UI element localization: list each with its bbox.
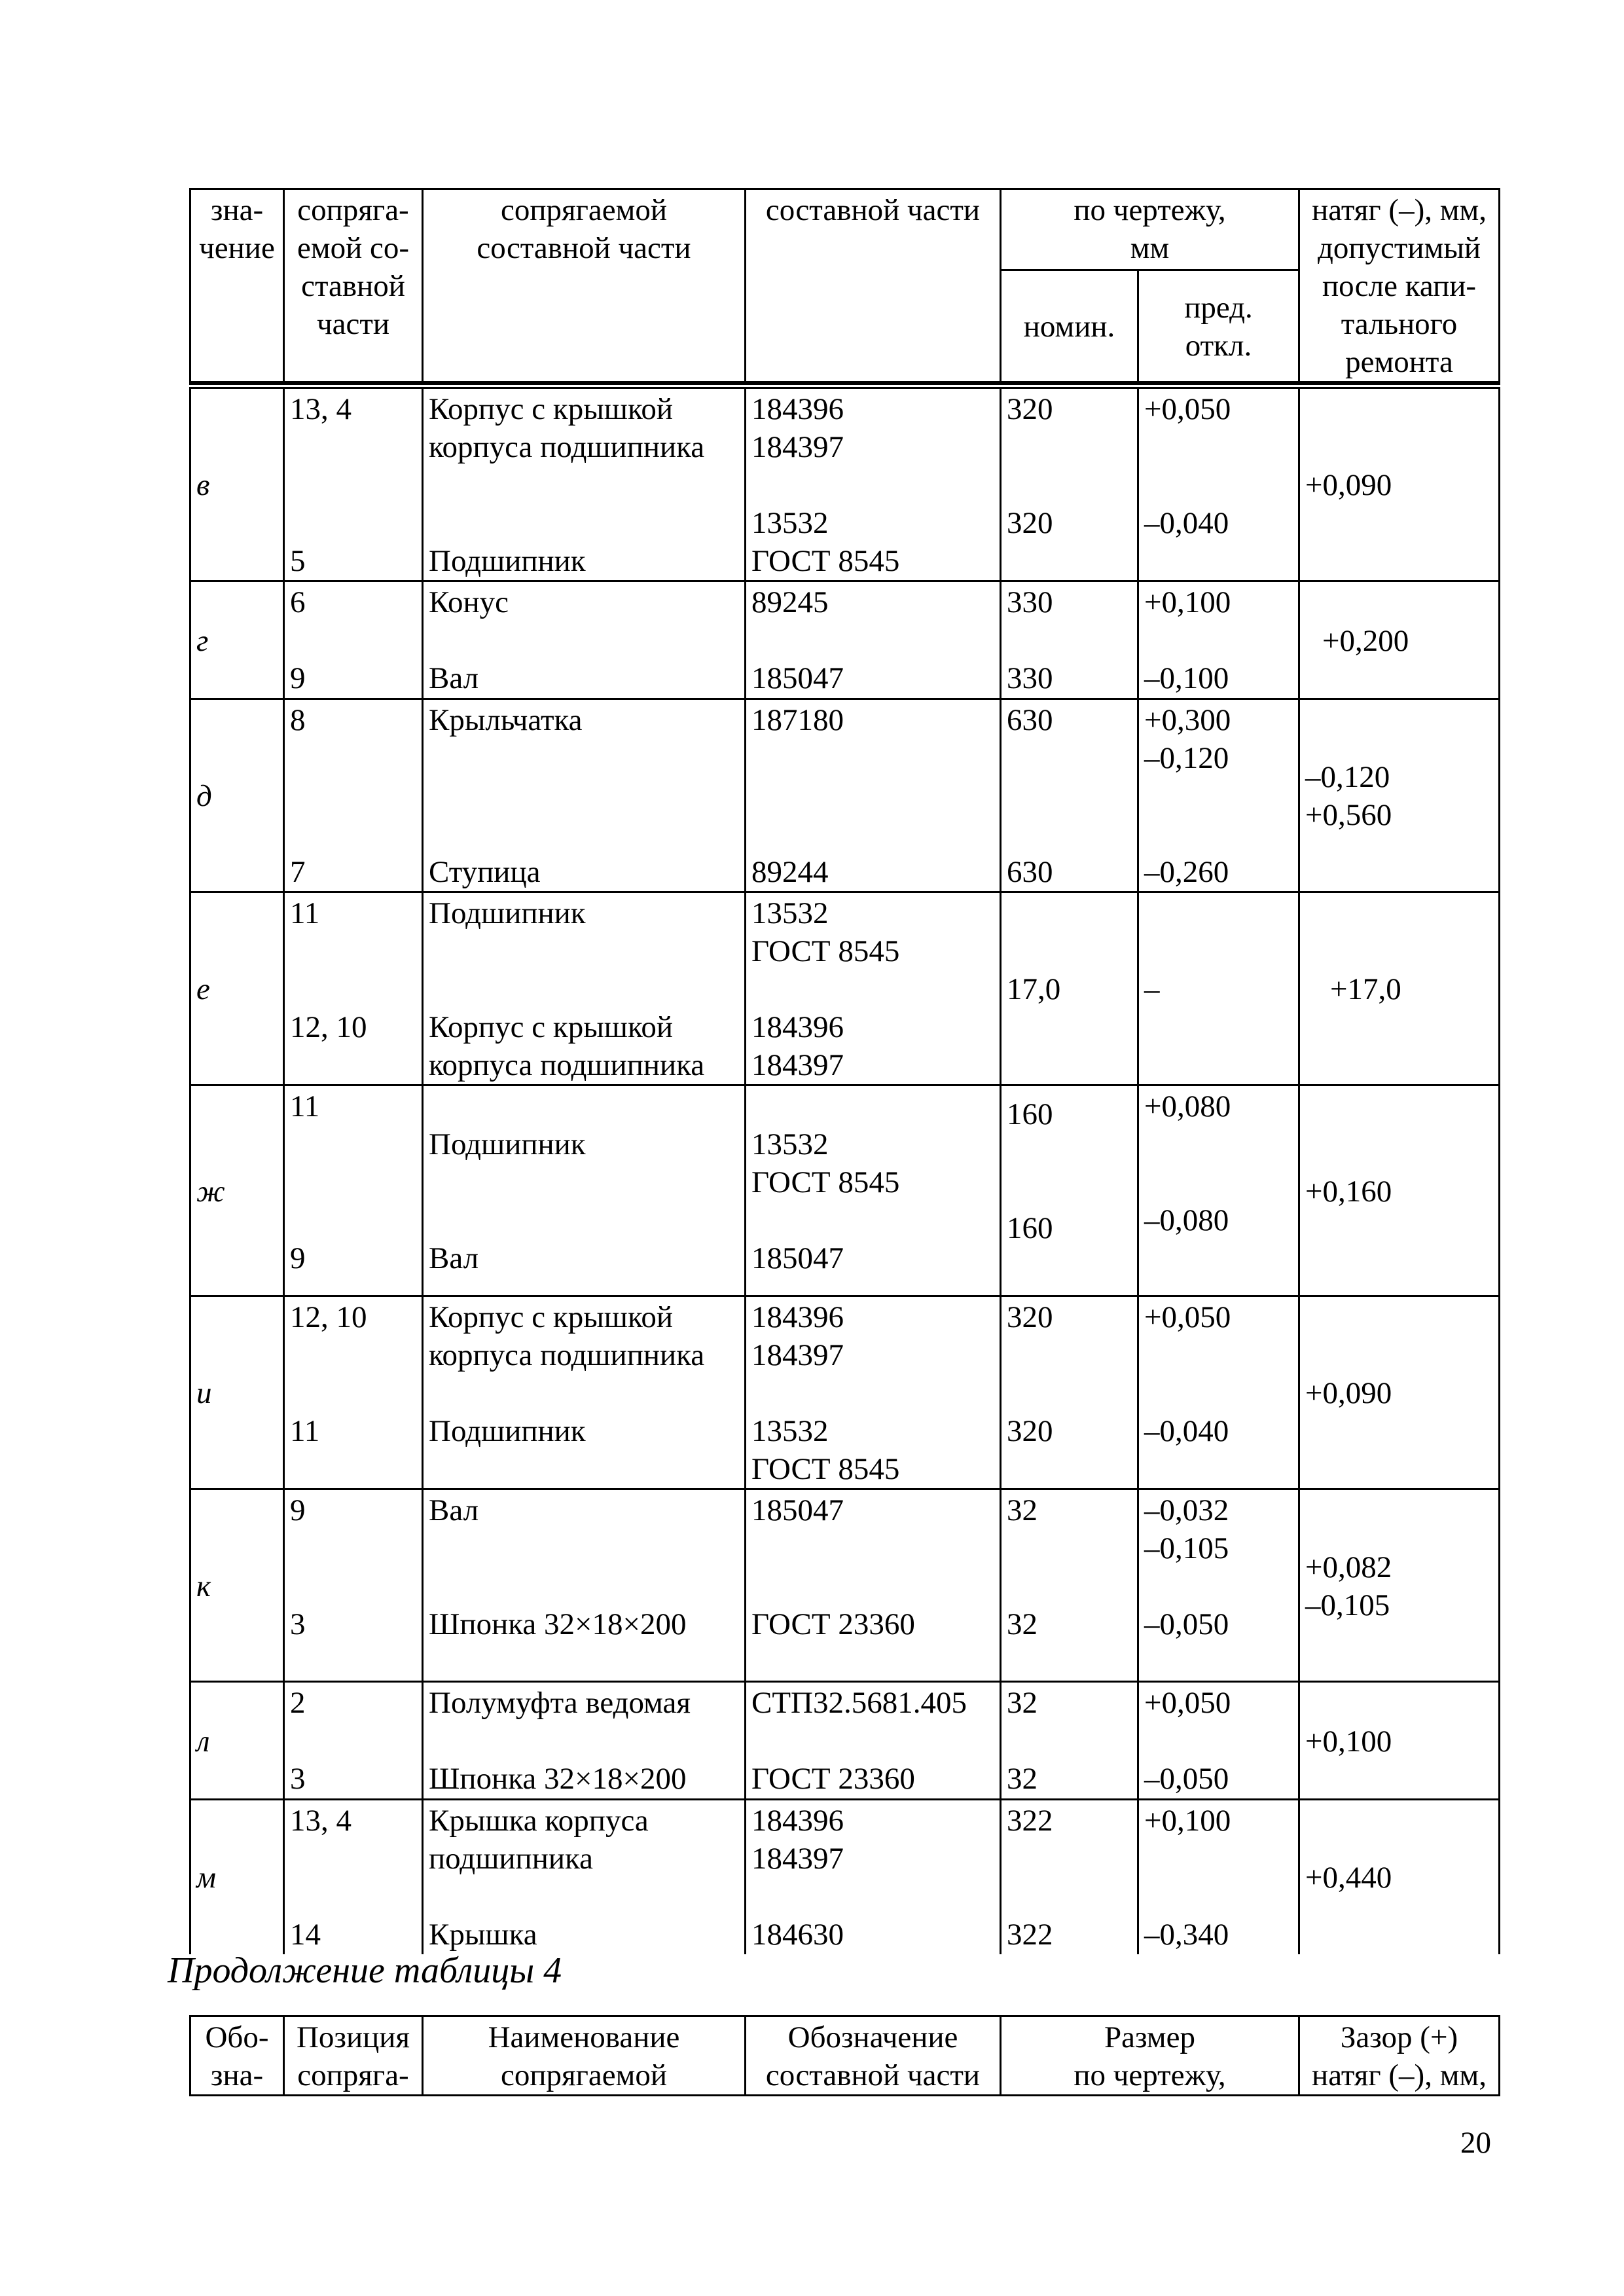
header-name: сопрягаемой составной части [423, 189, 746, 382]
row-position: 9 3 [284, 1489, 423, 1682]
row-code: 184396 184397 13532 ГОСТ 8545 [746, 386, 1001, 581]
row-position: 13, 4 5 [284, 386, 423, 581]
cont-header-size: Размер по чертежу, [1001, 2016, 1299, 2096]
table-header-row [190, 189, 1500, 270]
row-deviation: – [1138, 892, 1299, 1085]
row-position: 8 7 [284, 699, 423, 892]
table-row [190, 1296, 1500, 1489]
row-code: 184396 184397 13532 ГОСТ 8545 [746, 1296, 1001, 1489]
row-clearance: +0,100 [1299, 1682, 1500, 1800]
row-deviation: +0,050 –0,050 [1138, 1682, 1299, 1800]
row-name: Корпус с крышкой корпуса подшипника Подшипник [423, 386, 746, 581]
row-name: Конус Вал [423, 581, 746, 699]
cont-header-name: Наименование сопрягаемой [423, 2016, 746, 2096]
continuation-header-row [190, 2016, 1500, 2096]
row-name: Крышка корпуса подшипника Крышка [423, 1800, 746, 1954]
row-code: 187180 89244 [746, 699, 1001, 892]
row-position: 12, 10 11 [284, 1296, 423, 1489]
parts-table [189, 188, 1500, 1954]
row-nominal: 322 322 [1001, 1800, 1138, 1954]
header-nominal: номин. [1001, 270, 1138, 382]
row-name: Крыльчатка Ступица [423, 699, 746, 892]
row-position: 6 9 [284, 581, 423, 699]
header-part-code: составной части [746, 189, 1001, 382]
table-row [190, 1800, 1500, 1954]
table-row [190, 699, 1500, 892]
row-code: СТП32.5681.405 ГОСТ 23360 [746, 1682, 1001, 1800]
row-code: 13532 ГОСТ 8545 184396 184397 [746, 892, 1001, 1085]
row-nominal: 320 320 [1001, 386, 1138, 581]
row-label: и [190, 1296, 284, 1489]
row-clearance: +0,090 [1299, 386, 1500, 581]
table-row [190, 386, 1500, 581]
row-deviation: +0,050 –0,040 [1138, 386, 1299, 581]
header-designation: зна- чение [190, 189, 284, 382]
row-deviation: –0,032 –0,105 –0,050 [1138, 1489, 1299, 1682]
row-clearance: +0,440 [1299, 1800, 1500, 1954]
row-code: 89245 185047 [746, 581, 1001, 699]
header-position: сопряга- емой со- ставной части [284, 189, 423, 382]
table-row [190, 581, 1500, 699]
row-label: к [190, 1489, 284, 1682]
row-label: д [190, 699, 284, 892]
table-row [190, 1085, 1500, 1296]
row-position: 13, 4 14 [284, 1800, 423, 1954]
row-deviation: +0,300 –0,120 –0,260 [1138, 699, 1299, 892]
row-position: 11 9 [284, 1085, 423, 1296]
row-name: Корпус с крышкой корпуса подшипника Подшипник [423, 1296, 746, 1489]
row-label: ж [190, 1085, 284, 1296]
header-deviation: пред. откл. [1138, 270, 1299, 382]
row-label: г [190, 581, 284, 699]
row-nominal: 330 330 [1001, 581, 1138, 699]
header-clearance: натяг (–), мм, допустимый после капи- тального ремонта [1299, 189, 1500, 382]
row-clearance: –0,120 +0,560 [1299, 699, 1500, 892]
row-label: в [190, 386, 284, 581]
row-clearance: +17,0 [1299, 892, 1500, 1085]
header-size: по чертежу, мм [1001, 189, 1299, 270]
cont-header-position: Позиция сопряга- [284, 2016, 423, 2096]
row-label: л [190, 1682, 284, 1800]
row-nominal: 630 630 [1001, 699, 1138, 892]
row-deviation: +0,050 –0,040 [1138, 1296, 1299, 1489]
row-name: Вал Шпонка 32×18×200 [423, 1489, 746, 1682]
row-nominal: 17,0 [1001, 892, 1138, 1085]
table-row [190, 892, 1500, 1085]
row-deviation: +0,100 –0,100 [1138, 581, 1299, 699]
row-clearance: +0,200 [1299, 581, 1500, 699]
row-name: Полумуфта ведомая Шпонка 32×18×200 [423, 1682, 746, 1800]
row-label: м [190, 1800, 284, 1954]
row-code: 185047 ГОСТ 23360 [746, 1489, 1001, 1682]
table-row [190, 1682, 1500, 1800]
row-clearance: +0,160 [1299, 1085, 1500, 1296]
page-number: 20 [1460, 2126, 1491, 2160]
row-deviation: +0,080 –0,080 [1138, 1085, 1299, 1296]
row-name: Подшипник Вал [423, 1085, 746, 1296]
cont-header-clearance: Зазор (+) натяг (–), мм, [1299, 2016, 1500, 2096]
row-nominal: 160 160 [1001, 1085, 1138, 1296]
row-deviation: +0,100 –0,340 [1138, 1800, 1299, 1954]
row-code: 184396 184397 184630 [746, 1800, 1001, 1954]
row-clearance: +0,090 [1299, 1296, 1500, 1489]
row-nominal: 32 32 [1001, 1489, 1138, 1682]
cont-header-part-code: Обозначение составной части [746, 2016, 1001, 2096]
row-position: 2 3 [284, 1682, 423, 1800]
table-row [190, 1489, 1500, 1682]
row-code: 13532 ГОСТ 8545 185047 [746, 1085, 1001, 1296]
table-caption: Продолжение таблицы 4 [168, 1950, 562, 1991]
row-clearance: +0,082 –0,105 [1299, 1489, 1500, 1682]
row-nominal: 320 320 [1001, 1296, 1138, 1489]
row-nominal: 32 32 [1001, 1682, 1138, 1800]
row-label: е [190, 892, 284, 1085]
row-name: Подшипник Корпус с крышкой корпуса подшипника [423, 892, 746, 1085]
cont-header-designation: Обо- зна- [190, 2016, 284, 2096]
row-position: 11 12, 10 [284, 892, 423, 1085]
continuation-table [189, 2015, 1500, 2096]
